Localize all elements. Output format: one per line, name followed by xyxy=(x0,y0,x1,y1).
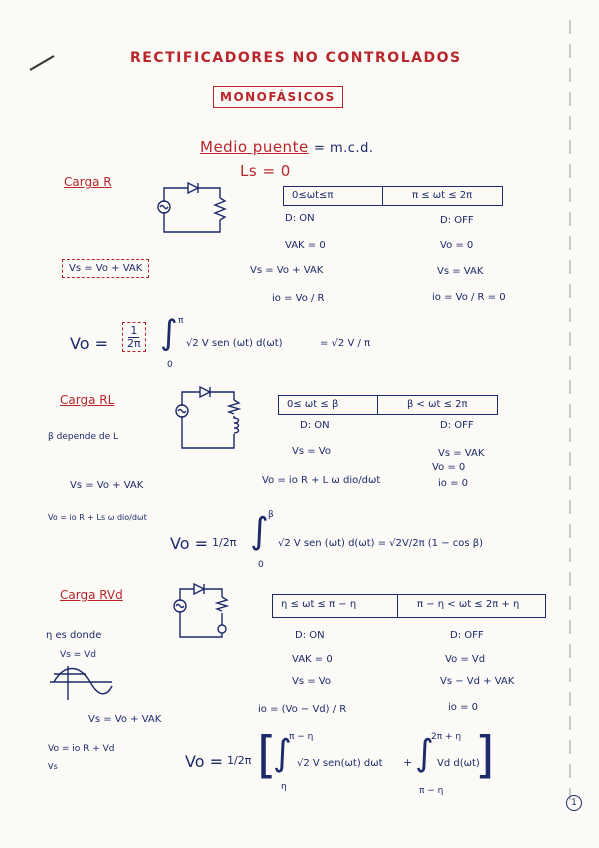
page-title: RECTIFICADORES NO CONTROLADOS xyxy=(130,50,462,66)
circuit-r-diagram xyxy=(150,180,245,238)
carga-r-coef-den: 2π xyxy=(127,336,141,350)
carga-rvd-label: Carga RVd xyxy=(60,588,123,602)
carga-rvd-int-a-upper: π − η xyxy=(289,732,314,742)
carga-rl-upper-limit: β xyxy=(268,510,274,520)
integral-sign: ∫ xyxy=(273,733,292,774)
circuit-rl-diagram xyxy=(170,386,255,454)
page-number xyxy=(566,795,582,811)
subtitle-box xyxy=(213,86,343,108)
carga-r-vo-zero: Vo = 0 xyxy=(440,240,474,251)
carga-rl-vs-vak: Vs = VAK xyxy=(438,448,485,459)
carga-rvd-eq-small2: Vs xyxy=(48,762,58,771)
carga-rvd-vo-vd: Vo = Vd xyxy=(445,654,486,665)
carga-rl-lower-limit: 0 xyxy=(258,560,264,570)
carga-rvd-int-a-lower: η xyxy=(281,782,287,792)
carga-rvd-eq-left: Vs = Vo + VAK xyxy=(88,714,162,725)
carga-r-vak-zero: VAK = 0 xyxy=(285,240,326,251)
carga-r-result: = √2 V / π xyxy=(320,338,371,349)
carga-rvd-diode-off: D: OFF xyxy=(450,630,484,641)
page-number-text: 1 xyxy=(571,798,577,808)
carga-rvd-diode-on: D: ON xyxy=(295,630,325,641)
carga-rl-eq-left: Vs = Vo + VAK xyxy=(70,480,144,491)
carga-r-vs-eq: Vs = Vo + VAK xyxy=(250,265,324,276)
integral-sign: ∫ xyxy=(160,313,178,353)
carga-rvd-int-b-lower: π − η xyxy=(419,786,444,796)
sine-wave-sketch xyxy=(46,662,116,702)
pen-mark xyxy=(28,52,58,74)
carga-rvd-interval-1: η ≤ ωt ≤ π − η xyxy=(281,599,357,610)
carga-rvd-formula-coef: 1/2π xyxy=(227,754,252,767)
right-bracket: ] xyxy=(475,726,495,784)
carga-r-boxed-eq: Vs = Vo + VAK xyxy=(62,259,149,278)
carga-r-io-zero: io = Vo / R = 0 xyxy=(432,292,506,303)
heading-suffix: = m.c.d. xyxy=(313,141,374,156)
right-margin-dashes xyxy=(560,0,580,848)
carga-rl-vo-eq: Vo = io R + L ω dio/dωt xyxy=(262,475,381,486)
left-bracket: [ xyxy=(257,726,277,784)
subtitle: MONOFÁSICOS xyxy=(220,90,336,104)
carga-r-lower-limit: 0 xyxy=(167,360,173,370)
carga-rvd-note2: Vs = Vd xyxy=(60,650,96,660)
carga-r-diode-off: D: OFF xyxy=(440,215,474,226)
carga-rvd-interval-divider xyxy=(397,595,398,617)
carga-rl-vs-vo: Vs = Vo xyxy=(292,446,331,457)
carga-rvd-int-a: √2 V sen(ωt) dωt xyxy=(297,758,383,769)
carga-r-formula-coef xyxy=(122,322,146,352)
carga-rl-label: Carga RL xyxy=(60,393,115,407)
carga-rvd-eq-small: Vo = io R + Vd xyxy=(48,744,115,754)
carga-r-formula-lhs: Vo = xyxy=(70,334,108,353)
carga-r-interval-1: 0≤ωt≤π xyxy=(292,190,334,201)
carga-r-diode-on: D: ON xyxy=(285,213,315,224)
carga-rl-interval-2: β < ωt ≤ 2π xyxy=(407,399,468,410)
plus-sign: + xyxy=(403,756,413,769)
carga-rvd-interval-box xyxy=(272,594,546,618)
carga-rvd-vs-eq: Vs − Vd + VAK xyxy=(440,676,515,687)
carga-rl-interval-divider xyxy=(377,396,378,414)
carga-rvd-formula xyxy=(185,726,495,800)
carga-rl-io-zero: io = 0 xyxy=(438,478,468,489)
carga-r-integrand: √2 V sen (ωt) d(ωt) xyxy=(186,338,283,349)
carga-r-upper-limit: π xyxy=(178,316,184,326)
carga-rvd-interval-2: π − η < ωt ≤ 2π + η xyxy=(417,599,520,610)
carga-rvd-int-b-upper: 2π + η xyxy=(431,732,462,742)
carga-r-coef-num: 1 xyxy=(130,324,138,337)
carga-r-interval-2: π ≤ ωt ≤ 2π xyxy=(412,190,473,201)
carga-rvd-vs-vo: Vs = Vo xyxy=(292,676,331,687)
carga-rl-formula-lhs: Vo = xyxy=(170,534,208,553)
carga-rl-interval-1: 0≤ ωt ≤ β xyxy=(287,399,339,410)
carga-rvd-io-zero: io = 0 xyxy=(448,702,478,713)
carga-rl-diode-on: D: ON xyxy=(300,420,330,431)
carga-rvd-vak-zero: VAK = 0 xyxy=(292,654,333,665)
carga-r-io-eq: io = Vo / R xyxy=(272,293,325,304)
integral-sign: ∫ xyxy=(415,733,434,774)
circuit-rvd-diagram xyxy=(168,583,238,643)
carga-rvd-int-b: Vd d(ωt) xyxy=(437,758,480,769)
carga-rl-interval-box xyxy=(278,395,498,415)
carga-rvd-formula-lhs: Vo = xyxy=(185,752,223,771)
carga-rvd-io-eq: io = (Vo − Vd) / R xyxy=(258,704,347,715)
carga-r-label: Carga R xyxy=(64,175,112,189)
carga-rvd-note: η es donde xyxy=(46,630,102,641)
carga-rl-eq-small: Vo = io R + Ls ω dio/dωt xyxy=(48,513,147,522)
carga-rl-formula-coef: 1/2π xyxy=(212,536,237,549)
ls-condition: Ls = 0 xyxy=(240,162,291,180)
carga-rl-diode-off: D: OFF xyxy=(440,420,474,431)
carga-r-interval-box xyxy=(283,186,503,206)
carga-r-vs-vak: Vs = VAK xyxy=(437,266,484,277)
heading-text: Medio puente xyxy=(200,138,309,156)
carga-rl-note: β depende de L xyxy=(48,432,119,442)
carga-rl-vo-zero: Vo = 0 xyxy=(432,462,466,473)
integral-sign: ∫ xyxy=(250,511,269,552)
section-heading xyxy=(200,138,373,156)
carga-r-interval-divider xyxy=(382,187,383,205)
carga-rl-integrand: √2 V sen (ωt) d(ωt) = √2V/2π (1 − cos β) xyxy=(278,538,484,549)
